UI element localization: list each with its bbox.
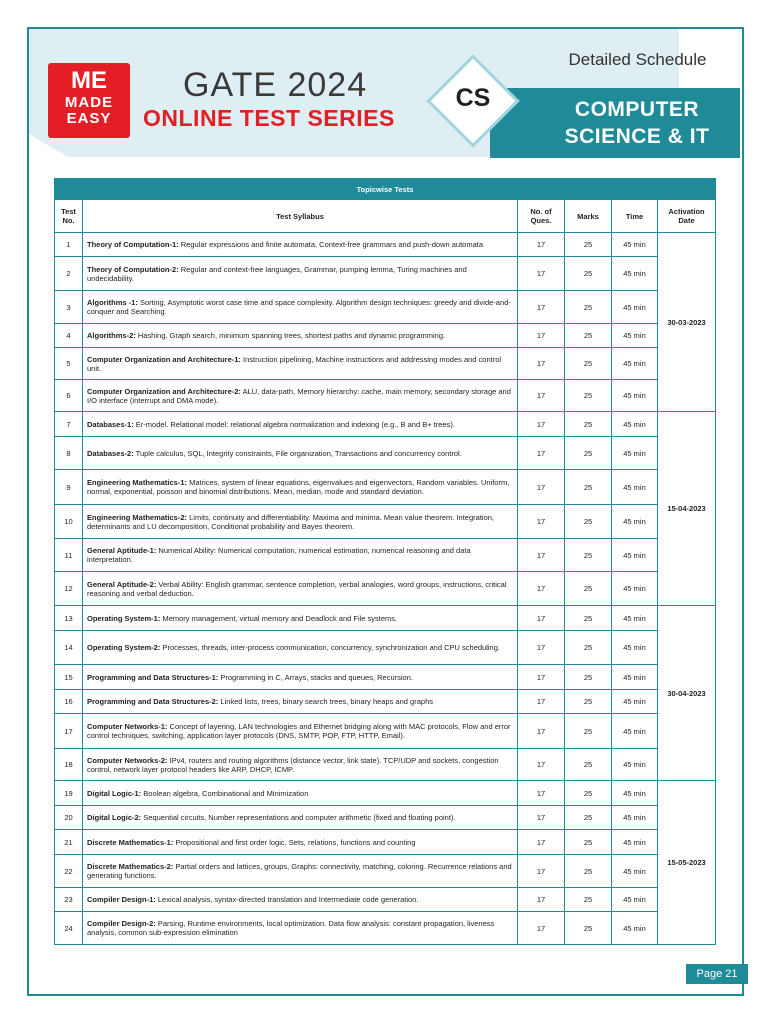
table-row <box>55 437 716 470</box>
syllabus-text: Regular expressions and finite automata, Context-free grammars and push-down automata <box>180 240 484 249</box>
table-row <box>55 257 716 291</box>
table-row <box>55 714 716 749</box>
marks-value: 25 <box>565 806 612 830</box>
marks-value: 25 <box>565 539 612 572</box>
syllabus-text: Linked lists, trees, binary search trees, binary heaps and graphs <box>220 697 433 706</box>
question-count: 17 <box>518 380 565 412</box>
question-count: 17 <box>518 505 565 539</box>
syllabus-text: Regular and context-free languages, Grammar, pumping lemma, Turing machines and undecidability. <box>87 264 467 283</box>
test-number: 4 <box>55 324 83 348</box>
subject-name: Databases-1: <box>87 419 134 429</box>
col-questions: No. of Ques. <box>518 200 565 233</box>
test-number: 22 <box>55 855 83 888</box>
time-value: 45 min <box>612 606 658 631</box>
question-count: 17 <box>518 572 565 606</box>
time-value: 45 min <box>612 888 658 912</box>
test-number: 17 <box>55 714 83 749</box>
time-value: 45 min <box>612 855 658 888</box>
syllabus-cell <box>83 781 518 806</box>
table-row <box>55 806 716 830</box>
time-value: 45 min <box>612 380 658 412</box>
time-value: 45 min <box>612 291 658 324</box>
test-number: 15 <box>55 665 83 690</box>
exam-title: GATE 2024 <box>183 66 368 104</box>
question-count: 17 <box>518 912 565 945</box>
logo-word-2: EASY <box>66 110 112 127</box>
syllabus-cell <box>83 631 518 665</box>
subject-name: Algorithms-2: <box>87 331 136 340</box>
question-count: 17 <box>518 690 565 714</box>
branch-badge: CS <box>455 84 491 112</box>
syllabus-text: Tuple calculus, SQL, Integrity constraints, File organization, Transactions and concurrency control. <box>135 448 462 458</box>
time-value: 45 min <box>612 749 658 781</box>
marks-value: 25 <box>565 470 612 505</box>
subject-name: Computer Organization and Architecture-2: <box>87 386 241 396</box>
subject-name: Computer Networks-2: <box>87 755 168 765</box>
question-count: 17 <box>518 257 565 291</box>
table-row <box>55 324 716 348</box>
subject-name: Operating System-1: <box>87 613 161 623</box>
subject-name: Computer Networks-1: <box>87 722 168 731</box>
test-number: 19 <box>55 781 83 806</box>
test-number: 3 <box>55 291 83 324</box>
marks-value: 25 <box>565 749 612 781</box>
test-number: 20 <box>55 806 83 830</box>
subject-name: Engineering Mathematics-1: <box>87 478 188 487</box>
test-number: 8 <box>55 437 83 470</box>
subject-name: Digital Logic-1: <box>87 788 142 798</box>
table-row <box>55 291 716 324</box>
syllabus-text: Er-model. Relational model: relational algebra normalization and indexing (e.g., B and B+ trees). <box>135 419 455 429</box>
subject-name: Discrete Mathematics-2: <box>87 862 174 871</box>
syllabus-cell <box>83 806 518 830</box>
syllabus-cell <box>83 714 518 749</box>
subject-name: General Aptitude-2: <box>87 579 157 589</box>
marks-value: 25 <box>565 855 612 888</box>
marks-value: 25 <box>565 631 612 665</box>
test-number: 14 <box>55 631 83 665</box>
syllabus-text: Lexical analysis, syntax-directed translation and Intermediate code generation. <box>157 895 419 904</box>
table-row <box>55 505 716 539</box>
table-row <box>55 572 716 606</box>
syllabus-cell <box>83 690 518 714</box>
time-value: 45 min <box>612 348 658 380</box>
syllabus-cell <box>83 291 518 324</box>
marks-value: 25 <box>565 830 612 855</box>
branch-title <box>522 96 752 150</box>
table-row <box>55 665 716 690</box>
marks-value: 25 <box>565 412 612 437</box>
syllabus-cell <box>83 888 518 912</box>
syllabus-cell <box>83 606 518 631</box>
test-number: 24 <box>55 912 83 945</box>
logo-word-1: MADE <box>64 94 114 111</box>
schedule-table <box>54 178 716 945</box>
col-activation-date: Activation Date <box>658 200 716 233</box>
test-number: 21 <box>55 830 83 855</box>
test-number: 5 <box>55 348 83 380</box>
syllabus-text: Sequential circuits, Number representations and computer arithmetic (fixed and floating point). <box>143 813 456 822</box>
question-count: 17 <box>518 830 565 855</box>
test-number: 18 <box>55 749 83 781</box>
question-count: 17 <box>518 888 565 912</box>
detailed-schedule-label: Detailed Schedule <box>568 50 707 69</box>
subject-name: General Aptitude-1: <box>87 546 157 555</box>
question-count: 17 <box>518 233 565 257</box>
table-row <box>55 348 716 380</box>
question-count: 17 <box>518 324 565 348</box>
syllabus-cell <box>83 855 518 888</box>
question-count: 17 <box>518 806 565 830</box>
test-number: 16 <box>55 690 83 714</box>
syllabus-text: Matrices, system of linear equations, eigenvalues and eigenvectors, Random variables. Uniform, normal, exponential, poisson and binomial distributions. Mean, median, mode and standard deviation. <box>87 478 510 496</box>
time-value: 45 min <box>612 830 658 855</box>
made-easy-logo <box>48 63 130 138</box>
question-count: 17 <box>518 470 565 505</box>
subject-name: Theory of Computation-1: <box>87 240 179 249</box>
syllabus-cell <box>83 912 518 945</box>
subject-name: Computer Organization and Architecture-1: <box>87 354 241 364</box>
syllabus-text: Processes, threads, inter-process communication, concurrency, synchronization and CPU scheduling. <box>162 643 500 652</box>
subject-name: Programming and Data Structures-2: <box>87 697 219 706</box>
subject-name: Discrete Mathematics-1: <box>87 837 174 847</box>
table-row <box>55 631 716 665</box>
syllabus-text: Partial orders and lattices, groups, Graphs: connectivity, matching, coloring. Recurrence relations and generating functions. <box>87 862 512 880</box>
marks-value: 25 <box>565 781 612 806</box>
syllabus-cell <box>83 324 518 348</box>
time-value: 45 min <box>612 806 658 830</box>
table-row <box>55 749 716 781</box>
marks-value: 25 <box>565 888 612 912</box>
question-count: 17 <box>518 631 565 665</box>
test-number: 11 <box>55 539 83 572</box>
syllabus-cell <box>83 572 518 606</box>
logo-wordmark <box>48 95 130 127</box>
syllabus-cell <box>83 749 518 781</box>
test-number: 23 <box>55 888 83 912</box>
question-count: 17 <box>518 606 565 631</box>
table-row <box>55 888 716 912</box>
subject-name: Compiler Design-2: <box>87 919 156 928</box>
table-row <box>55 233 716 257</box>
marks-value: 25 <box>565 348 612 380</box>
time-value: 45 min <box>612 690 658 714</box>
marks-value: 25 <box>565 606 612 631</box>
table-title: Topicwise Tests <box>55 179 716 200</box>
syllabus-text: Concept of layering, LAN technologies and Ethernet bridging along with MAC protocols, Flow and error control techniques, switching, application layer protocols (DNS, SMTP, POP, FTP, HTTP, Email). <box>87 722 511 740</box>
test-number: 10 <box>55 505 83 539</box>
syllabus-text: Programming in C, Arrays, stacks and queues, Recursion. <box>220 672 413 682</box>
question-count: 17 <box>518 665 565 690</box>
col-marks: Marks <box>565 200 612 233</box>
question-count: 17 <box>518 714 565 749</box>
subject-name: Operating System-2: <box>87 643 161 652</box>
activation-date: 30-03-2023 <box>658 233 716 412</box>
time-value: 45 min <box>612 412 658 437</box>
subject-name: Compiler Design-1: <box>87 895 156 904</box>
marks-value: 25 <box>565 572 612 606</box>
syllabus-cell <box>83 348 518 380</box>
col-test-no: Test No. <box>55 200 83 233</box>
marks-value: 25 <box>565 324 612 348</box>
question-count: 17 <box>518 437 565 470</box>
syllabus-text: Verbal Ability: English grammar, sentence completion, verbal analogies, word groups, instructions, critical reasoning and verbal deduction. <box>87 579 507 598</box>
question-count: 17 <box>518 539 565 572</box>
subject-name: Programming and Data Structures-1: <box>87 672 219 682</box>
table-row <box>55 539 716 572</box>
syllabus-text: Memory management, virtual memory and Deadlock and File systems. <box>162 613 398 623</box>
syllabus-cell <box>83 505 518 539</box>
subject-name: Digital Logic-2: <box>87 813 142 822</box>
syllabus-text: Numerical Ability: Numerical computation, numerical estimation, numerical reasoning and data interpretation. <box>87 546 471 564</box>
syllabus-text: Parsing, Runtime environments, local optimization. Data flow analysis: constant propagation, liveness analysis, common sub-expression elimination <box>87 919 495 937</box>
test-number: 7 <box>55 412 83 437</box>
syllabus-text: IPv4, routers and routing algorithms (distance vector, link state). TCP/UDP and sockets, congestion control, network layer protocol headers like ARP, DHCP, ICMP. <box>87 755 499 774</box>
time-value: 45 min <box>612 631 658 665</box>
syllabus-cell <box>83 412 518 437</box>
question-count: 17 <box>518 412 565 437</box>
syllabus-cell <box>83 380 518 412</box>
question-count: 17 <box>518 855 565 888</box>
syllabus-text: Limits, continuity and differentiability. Maxima and minima. Mean value theorem. Integration, determinants and LU decomposition, Conditional probability and Bayes theorem. <box>87 512 494 531</box>
test-number: 13 <box>55 606 83 631</box>
marks-value: 25 <box>565 257 612 291</box>
table-row <box>55 912 716 945</box>
marks-value: 25 <box>565 690 612 714</box>
table-row <box>55 380 716 412</box>
question-count: 17 <box>518 348 565 380</box>
marks-value: 25 <box>565 505 612 539</box>
syllabus-text: Sorting, Asymptotic worst case time and space complexity. Algorithm design techniques: greedy and divide-and-conquer and Searching. <box>87 298 511 316</box>
marks-value: 25 <box>565 380 612 412</box>
time-value: 45 min <box>612 714 658 749</box>
time-value: 45 min <box>612 470 658 505</box>
test-number: 12 <box>55 572 83 606</box>
syllabus-cell <box>83 470 518 505</box>
subject-name: Databases-2: <box>87 448 134 458</box>
time-value: 45 min <box>612 572 658 606</box>
table-row <box>55 830 716 855</box>
subject-name: Algorithms -1: <box>87 298 138 307</box>
time-value: 45 min <box>612 505 658 539</box>
time-value: 45 min <box>612 324 658 348</box>
marks-value: 25 <box>565 912 612 945</box>
test-number: 1 <box>55 233 83 257</box>
marks-value: 25 <box>565 437 612 470</box>
activation-date: 15-04-2023 <box>658 412 716 606</box>
time-value: 45 min <box>612 781 658 806</box>
test-number: 6 <box>55 380 83 412</box>
marks-value: 25 <box>565 714 612 749</box>
syllabus-text: Propositional and first order logic. Sets, relations, functions and counting <box>175 837 416 847</box>
branch-line-1: COMPUTER <box>574 98 700 121</box>
syllabus-cell <box>83 830 518 855</box>
col-time: Time <box>612 200 658 233</box>
test-number: 2 <box>55 257 83 291</box>
table-row <box>55 470 716 505</box>
marks-value: 25 <box>565 233 612 257</box>
syllabus-text: Hashing, Graph search, minimum spanning trees, shortest paths and dynamic programming. <box>137 331 446 340</box>
time-value: 45 min <box>612 257 658 291</box>
syllabus-cell <box>83 539 518 572</box>
time-value: 45 min <box>612 665 658 690</box>
syllabus-cell <box>83 257 518 291</box>
activation-date: 30-04-2023 <box>658 606 716 781</box>
table-row <box>55 412 716 437</box>
table-row <box>55 855 716 888</box>
subject-name: Engineering Mathematics-2: <box>87 512 188 522</box>
syllabus-cell <box>83 665 518 690</box>
table-row <box>55 690 716 714</box>
marks-value: 25 <box>565 291 612 324</box>
syllabus-text: ALU, data-path, Memory hierarchy: cache, main memory, secondary storage and I/O interface (interrupt and DMA mode). <box>87 386 511 405</box>
question-count: 17 <box>518 291 565 324</box>
test-number: 9 <box>55 470 83 505</box>
time-value: 45 min <box>612 539 658 572</box>
branch-line-2: SCIENCE & IT <box>564 125 710 148</box>
time-value: 45 min <box>612 233 658 257</box>
time-value: 45 min <box>612 437 658 470</box>
activation-date: 15-05-2023 <box>658 781 716 945</box>
time-value: 45 min <box>612 912 658 945</box>
page-number: Page 21 <box>686 964 748 984</box>
series-title: ONLINE TEST SERIES <box>143 105 395 131</box>
col-syllabus: Test Syllabus <box>83 200 518 233</box>
syllabus-text: Instruction pipelining, Machine instructions and addressing modes and control unit. <box>87 354 502 373</box>
subject-name: Theory of Computation-2: <box>87 264 179 274</box>
question-count: 17 <box>518 749 565 781</box>
question-count: 17 <box>518 781 565 806</box>
syllabus-cell <box>83 233 518 257</box>
syllabus-cell <box>83 437 518 470</box>
table-row <box>55 606 716 631</box>
table-row <box>55 781 716 806</box>
syllabus-text: Boolean algebra, Combinational and Minimization <box>143 788 309 798</box>
marks-value: 25 <box>565 665 612 690</box>
logo-mark: ME <box>71 67 107 94</box>
